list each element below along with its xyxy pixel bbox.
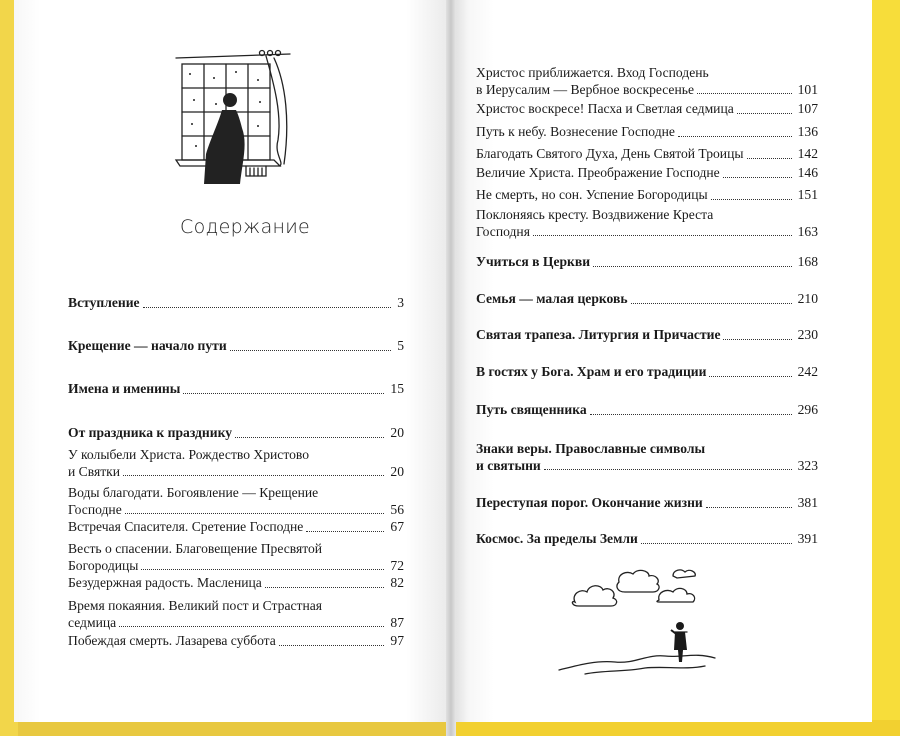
toc-entry-page: 381 [797,495,818,510]
book-cover-right-edge [872,0,900,736]
toc-entry [476,64,818,98]
toc-entry-page: 163 [797,224,818,239]
window-illustration [170,44,300,194]
toc-entry [68,484,404,518]
dot-leader [141,569,384,570]
toc-entry-title: Путь священника [476,402,587,417]
dot-leader [125,513,385,514]
toc-entry-title: Учиться в Церкви [476,254,591,269]
dot-leader [678,136,792,137]
toc-entry-page: 67 [390,519,404,534]
dot-leader [544,469,792,470]
toc-entry-title-line2: седмица [68,615,117,630]
toc-entry [68,632,404,650]
toc-entry-page: 230 [797,327,818,342]
book-cover-bottom-edge [18,722,448,736]
toc-entry-title: Величие Христа. Преображение Господне [476,165,720,180]
toc-entry-title: Путь к небу. Вознесение Господне [476,124,675,139]
toc-entry-page: 242 [797,364,818,379]
toc-entry-title: Космос. За пределы Земли [476,531,638,546]
toc-entry [68,597,404,631]
dot-leader [723,339,791,340]
toc-entry [68,424,404,442]
toc-entry-page: 82 [390,575,404,590]
toc-entry-page: 323 [797,458,818,473]
dot-leader [230,350,392,351]
toc-entry [476,100,818,118]
toc-entry-page: 391 [797,531,818,546]
toc-entry [68,380,404,398]
toc-entry [476,253,818,271]
toc-entry-title: Христос воскресе! Пасха и Светлая седмица [476,101,734,116]
dot-leader [123,475,384,476]
toc-entry [476,363,818,381]
toc-entry-page: 20 [390,464,404,479]
toc-entry-page: 101 [797,82,818,97]
dot-leader [641,543,792,544]
toc-entry-page: 136 [797,124,818,139]
toc-entry-page: 146 [797,165,818,180]
dot-leader [279,645,385,646]
toc-entry [68,337,404,355]
dot-leader [709,376,791,377]
toc-entry [68,540,404,574]
toc-entry-page: 142 [797,146,818,161]
toc-entry-page: 15 [390,381,404,396]
toc-entry-title: Не смерть, но сон. Успение Богородицы [476,187,708,202]
toc-entry [476,494,818,512]
toc-entry-title: Безудержная радость. Масленица [68,575,262,590]
toc-entry-title: Благодать Святого Духа, День Святой Троицы [476,146,744,161]
toc-entry [476,290,818,308]
toc-entry [68,294,404,312]
toc-entry-title: Встречая Спасителя. Сретение Господне [68,519,304,534]
toc-entry [68,518,404,536]
toc-entry-page: 107 [797,101,818,116]
toc-entry-page: 20 [390,425,404,440]
toc-entry [476,164,818,182]
toc-entry-title-line2: и святыни [476,458,541,473]
toc-entry-page: 72 [390,558,404,573]
toc-entry [68,446,404,480]
toc-entry-page: 296 [797,402,818,417]
toc-entry-title: Крещение — начало пути [68,338,227,353]
toc-entry-title: Семья — малая церковь [476,291,628,306]
dot-leader [711,199,792,200]
book-cover-bottom-edge-right [452,720,900,736]
toc-entry-title-line2: Господня [476,224,530,239]
dot-leader [593,266,792,267]
dot-leader [697,93,792,94]
toc-entry [476,206,818,240]
toc-entry [476,145,818,163]
toc-entry-page: 5 [397,338,404,353]
toc-entry-title-line2: в Иерусалим — Вербное воскресенье [476,82,694,97]
dot-leader [747,158,792,159]
toc-entry-page: 87 [390,615,404,630]
dot-leader [533,235,792,236]
book-spine [446,0,456,736]
toc-entry-title: Имена и именины [68,381,181,396]
dot-leader [306,531,384,532]
toc-entry-title: Вступление [68,295,140,310]
toc-entry-title: От праздника к празднику [68,425,233,440]
toc-entry-title-line1: Знаки веры. Православные символы [476,441,706,456]
dot-leader [265,587,385,588]
dot-leader [183,393,384,394]
toc-entry-title-line1: Христос приближается. Вход Господень [476,65,709,80]
dot-leader [235,437,384,438]
toc-entry-page: 97 [390,633,404,648]
toc-entry-page: 3 [397,295,404,310]
dot-leader [706,507,792,508]
toc-entry [476,401,818,419]
toc-entry-title-line2: Богородицы [68,558,139,573]
dot-leader [143,307,392,308]
toc-entry-title: Святая трапеза. Литургия и Причастие [476,327,721,342]
dot-leader [723,177,792,178]
dot-leader [737,113,792,114]
toc-entry-title-line2: и Святки [68,464,121,479]
toc-entry-page: 210 [797,291,818,306]
page-title: Содержание [180,216,311,238]
toc-entry-title: Побеждая смерть. Лазарева суббота [68,633,276,648]
toc-entry [68,574,404,592]
toc-entry-title: Переступая порог. Окончание жизни [476,495,703,510]
toc-entry [476,530,818,548]
clouds-figure-illustration [555,566,725,686]
toc-entry-page: 151 [797,187,818,202]
toc-entry-title-line1: Воды благодати. Богоявление — Крещение [68,485,319,500]
toc-entry-title-line1: Весть о спасении. Благовещение Пресвятой [68,541,323,556]
toc-entry-page: 56 [390,502,404,517]
toc-entry [476,440,818,474]
dot-leader [119,626,384,627]
toc-entry [476,326,818,344]
toc-entry [476,123,818,141]
dot-leader [631,303,792,304]
toc-entry-title-line2: Господне [68,502,122,517]
toc-entry-title: В гостях у Бога. Храм и его традиции [476,364,707,379]
dot-leader [590,414,792,415]
toc-entry-title-line1: Поклоняясь кресту. Воздвижение Креста [476,207,714,222]
toc-entry [476,186,818,204]
toc-entry-title-line1: У колыбели Христа. Рождество Христово [68,447,310,462]
toc-entry-page: 168 [797,254,818,269]
toc-entry-title-line1: Время покаяния. Великий пост и Страстная [68,598,323,613]
